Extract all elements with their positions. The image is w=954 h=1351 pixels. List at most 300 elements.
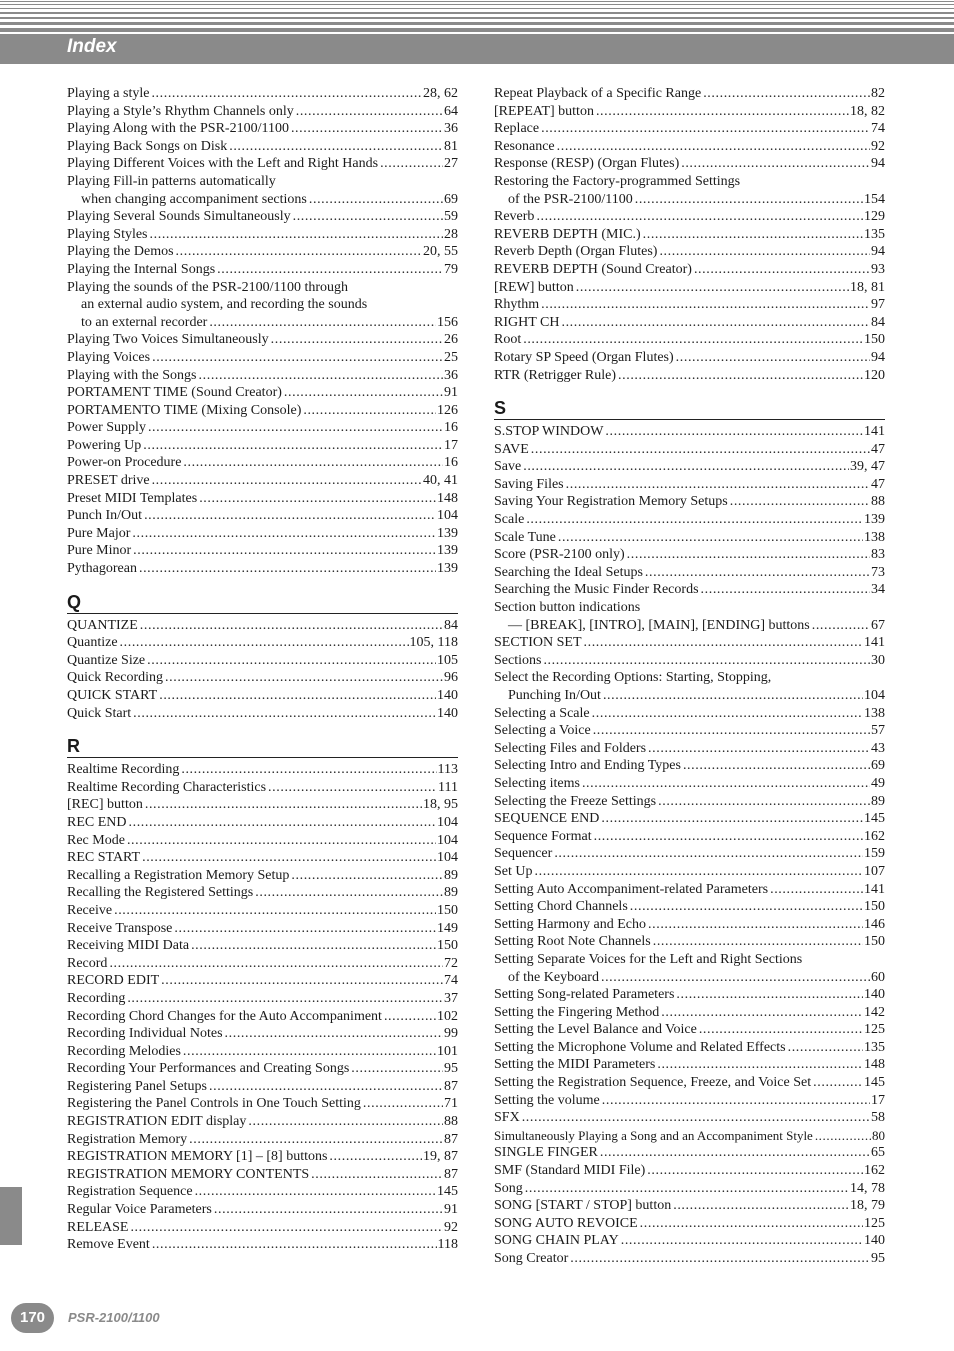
dot-leader: [694, 261, 870, 279]
index-entry-term: REVERB DEPTH (MIC.): [494, 226, 641, 242]
dot-leader: [195, 1183, 436, 1201]
index-entry-page: 40, 41: [423, 473, 458, 489]
index-entry-term: Pure Minor: [67, 543, 132, 559]
index-entry-page: 118: [437, 1237, 458, 1253]
index-entry: [67, 937, 458, 955]
index-entry-page: 126: [437, 402, 458, 418]
index-entry: [494, 652, 885, 670]
dot-leader: [271, 331, 443, 349]
index-entry-term: Searching the Ideal Setups: [494, 564, 643, 580]
index-entry-page: 120: [864, 367, 885, 383]
section-letter: R: [67, 735, 458, 758]
index-entry-term: Pythagorean: [67, 561, 137, 577]
dot-leader: [129, 814, 437, 832]
dot-leader: [561, 314, 870, 332]
index-entry-term: Section button indications: [494, 600, 641, 616]
index-entry-term: [REPEAT] button: [494, 103, 594, 119]
index-entry-page: 20, 55: [423, 244, 458, 260]
index-entry-term: Playing a Style’s Rhythm Channels only: [67, 103, 294, 119]
index-entry-page: 60: [871, 969, 885, 985]
index-entry: [494, 617, 885, 635]
index-entry: [494, 493, 885, 511]
index-entry-page: 47: [871, 441, 885, 457]
dot-leader: [199, 490, 436, 508]
dot-leader: [143, 437, 443, 455]
index-entry: [67, 1043, 458, 1061]
index-entry-page: 141: [864, 635, 885, 651]
index-entry-page: 162: [864, 828, 885, 844]
index-entry-term: Song: [494, 1180, 523, 1196]
index-entry-term: Registering Panel Setups: [67, 1078, 207, 1094]
index-entry-term: Setting Separate Voices for the Left and Right Sections: [494, 951, 803, 967]
index-entry-page: 150: [437, 902, 458, 918]
index-entry-page: 148: [864, 1057, 885, 1073]
dot-leader: [303, 402, 436, 420]
index-entry-page: 150: [864, 332, 885, 348]
index-entry-page: 83: [871, 547, 885, 563]
index-entry: [494, 423, 885, 441]
index-entry-term: Pure Major: [67, 525, 131, 541]
dot-leader: [600, 1144, 870, 1162]
dot-leader: [130, 1219, 443, 1237]
index-entry-page: 140: [864, 987, 885, 1003]
index-entry-term: Receive Transpose: [67, 920, 173, 936]
index-entry-page: 150: [864, 934, 885, 950]
index-entry: [67, 814, 458, 832]
dot-leader: [603, 687, 863, 705]
dot-leader: [161, 972, 443, 990]
dot-leader: [152, 349, 443, 367]
dot-leader: [132, 525, 436, 543]
dot-leader: [730, 493, 870, 511]
index-entry-term: REGISTRATION MEMORY [1] – [8] buttons: [67, 1149, 328, 1165]
index-entry: [67, 120, 458, 138]
index-entry-term: Playing Different Voices with the Left and Right Hands: [67, 156, 379, 172]
index-entry: [67, 155, 458, 173]
dot-leader: [523, 331, 863, 349]
index-entry: [494, 916, 885, 934]
index-entry: [494, 986, 885, 1004]
index-entry-term: Selecting Intro and Ending Types: [494, 758, 681, 774]
index-entry-term: [REW] button: [494, 279, 574, 295]
index-entry-page: 105: [437, 652, 458, 668]
index-entry: [494, 349, 885, 367]
index-entry: [67, 634, 458, 652]
index-entry-term: Simultaneously Playing a Song and an Accompaniment Style: [494, 1127, 813, 1143]
index-entry: [67, 705, 458, 723]
index-entry: [67, 1060, 458, 1078]
index-entry: [67, 472, 458, 490]
dot-leader: [255, 884, 443, 902]
index-entry-term: REGISTRATION EDIT display: [67, 1114, 247, 1130]
section-letter: S: [494, 397, 885, 420]
index-entry-term: Punching In/Out: [508, 688, 601, 703]
index-entry: [67, 402, 458, 420]
index-entry: [494, 1109, 885, 1127]
index-entry: [494, 722, 885, 740]
dot-leader: [225, 1025, 443, 1043]
index-entry: [67, 990, 458, 1008]
index-entry-page: 107: [864, 863, 885, 879]
index-entry-term: SONG AUTO REVOICE: [494, 1215, 638, 1231]
index-entry: [67, 669, 458, 687]
index-entry-page: 104: [437, 850, 458, 866]
index-entry: [494, 898, 885, 916]
index-entry-page: 84: [871, 314, 885, 330]
index-entry-page: 16: [444, 455, 458, 471]
index-entry: [67, 1166, 458, 1184]
dot-leader: [217, 261, 443, 279]
dot-leader: [127, 990, 443, 1008]
dot-leader: [813, 1074, 863, 1092]
index-entry-term: Recording Individual Notes: [67, 1026, 223, 1042]
index-entry: [494, 173, 885, 191]
index-entry-term: Recording: [67, 990, 126, 1006]
dot-leader: [605, 423, 863, 441]
index-entry: [494, 208, 885, 226]
index-entry-term: Recalling a Registration Memory Setup: [67, 867, 290, 883]
dot-leader: [176, 243, 422, 261]
index-entry-page: 94: [871, 156, 885, 172]
index-entry-term: Playing the Demos: [67, 244, 174, 260]
dot-leader: [522, 1109, 870, 1127]
index-entry-term: SMF (Standard MIDI File): [494, 1163, 646, 1179]
dot-leader: [525, 1180, 849, 1198]
index-entry-page: 92: [871, 138, 885, 154]
index-entry-term: REC END: [67, 814, 127, 830]
index-entry: [67, 761, 458, 779]
index-entry-term: Sequencer: [494, 846, 553, 862]
dot-leader: [659, 243, 870, 261]
dot-leader: [159, 687, 436, 705]
index-entry-page: 89: [871, 793, 885, 809]
index-entry-page: 25: [444, 349, 458, 365]
index-entry-page: 18, 79: [850, 1198, 885, 1214]
index-entry-page: 28, 62: [423, 86, 458, 101]
index-entry-page: 141: [864, 881, 885, 897]
index-entry-term: QUANTIZE: [67, 617, 138, 633]
index-entry-term: REVERB DEPTH (Sound Creator): [494, 261, 692, 277]
index-entry: [67, 261, 458, 279]
dot-leader: [645, 564, 870, 582]
index-entry-term: Playing the Internal Songs: [67, 261, 216, 277]
index-entry: [67, 1236, 458, 1254]
index-entry-term: Quantize: [67, 635, 118, 651]
dot-leader: [647, 1162, 863, 1180]
index-entry: [494, 951, 885, 969]
dot-leader: [114, 902, 436, 920]
index-entry: [67, 103, 458, 121]
index-entry: [494, 793, 885, 811]
index-entry-term: Playing with the Songs: [67, 367, 197, 383]
index-entry-term: PORTAMENTO TIME (Mixing Console): [67, 402, 302, 418]
index-entry: [67, 507, 458, 525]
index-entry-term: REC START: [67, 850, 141, 866]
index-entry-term: Quantize Size: [67, 652, 146, 668]
index-entry: [494, 1162, 885, 1180]
dot-leader: [120, 634, 409, 652]
index-entry-page: 139: [437, 525, 458, 541]
index-entry-page: 125: [864, 1022, 885, 1038]
dot-leader: [576, 279, 849, 297]
dot-leader: [593, 722, 870, 740]
dot-leader: [199, 367, 443, 385]
index-entry: [67, 419, 458, 437]
index-entry: [67, 796, 458, 814]
index-entry: [494, 1127, 885, 1145]
index-entry-term: Select the Recording Options: Starting, Stopping,: [494, 670, 772, 686]
dot-leader: [523, 458, 849, 476]
index-entry-page: 74: [444, 973, 458, 989]
index-entry: [494, 1180, 885, 1198]
header-bar: [0, 34, 954, 64]
index-entry-term: Playing Voices: [67, 349, 151, 365]
index-entry-page: 125: [864, 1215, 885, 1231]
index-entry-term: to an external recorder: [81, 314, 208, 330]
index-entry: [494, 1021, 885, 1039]
index-entry-page: 82: [871, 86, 885, 101]
dot-leader: [109, 955, 443, 973]
index-entry-page: 65: [871, 1145, 885, 1161]
index-entry: [67, 902, 458, 920]
dot-leader: [535, 863, 864, 881]
index-entry-page: 162: [864, 1163, 885, 1179]
index-entry-term: Receiving MIDI Data: [67, 938, 190, 954]
index-entry: [67, 138, 458, 156]
index-entry-page: 99: [444, 1026, 458, 1042]
index-entry: [494, 331, 885, 349]
index-entry-term: Setting the Level Balance and Voice: [494, 1022, 697, 1038]
dot-leader: [291, 120, 443, 138]
index-entry: [67, 331, 458, 349]
index-entry: [494, 279, 885, 297]
index-entry-page: 145: [864, 1075, 885, 1091]
index-entry-term: Registering the Panel Controls in One Touch Setting: [67, 1096, 361, 1112]
dot-leader: [183, 1043, 436, 1061]
dot-leader: [536, 208, 863, 226]
dot-leader: [148, 419, 443, 437]
dot-leader: [133, 705, 436, 723]
index-entry: [494, 775, 885, 793]
index-entry: [67, 490, 458, 508]
dot-leader: [543, 652, 870, 670]
index-entry: [67, 542, 458, 560]
index-entry-page: 104: [437, 814, 458, 830]
dot-leader: [653, 933, 863, 951]
dot-leader: [770, 881, 863, 899]
dot-leader: [648, 740, 870, 758]
index-entry: [67, 832, 458, 850]
index-entry-page: 89: [444, 867, 458, 883]
index-entry-page: 84: [444, 617, 458, 633]
index-entry: [494, 296, 885, 314]
index-entry-page: 139: [437, 561, 458, 577]
index-entry: [67, 560, 458, 578]
index-entry: [494, 529, 885, 547]
dot-leader: [309, 191, 443, 209]
index-entry: [494, 1232, 885, 1250]
index-entry: [67, 279, 458, 297]
dot-leader: [643, 226, 863, 244]
index-entry: [494, 546, 885, 564]
dot-leader: [596, 103, 849, 121]
dot-leader: [788, 1039, 863, 1057]
dot-leader: [291, 867, 443, 885]
index-entry-page: 135: [864, 1039, 885, 1055]
index-entry-term: Selecting a Voice: [494, 723, 591, 739]
index-entry-term: Recording Chord Changes for the Auto Accompaniment: [67, 1008, 382, 1024]
index-entry-page: 87: [444, 1131, 458, 1147]
index-entry-term: Score (PSR-2100 only): [494, 547, 625, 563]
index-entry-term: Root: [494, 332, 522, 348]
index-entry-term: Repeat Playback of a Specific Range: [494, 86, 702, 101]
index-entry-page: 140: [437, 688, 458, 703]
index-entry-term: Quick Recording: [67, 670, 164, 686]
index-entry-page: 138: [864, 529, 885, 545]
index-entry-term: SINGLE FINGER: [494, 1145, 598, 1161]
index-entry-page: 14, 78: [850, 1180, 885, 1196]
index-entry: [494, 757, 885, 775]
dot-leader: [558, 529, 863, 547]
index-entry-page: 105, 118: [409, 635, 458, 651]
index-entry-term: SONG [START / STOP] button: [494, 1198, 672, 1214]
index-entry-term: Searching the Music Finder Records: [494, 582, 699, 598]
index-entry: [494, 314, 885, 332]
index-entry: [67, 384, 458, 402]
index-entry: [494, 1056, 885, 1074]
dot-leader: [229, 138, 443, 156]
index-entry-page: 17: [444, 437, 458, 453]
index-entry-term: Power Supply: [67, 420, 146, 436]
dot-leader: [630, 898, 863, 916]
index-entry-term: S.STOP WINDOW: [494, 424, 604, 440]
index-entry: [67, 1219, 458, 1237]
index-entry-term: Reverb: [494, 209, 535, 225]
index-entry: [494, 138, 885, 156]
dot-leader: [191, 937, 436, 955]
dot-leader: [635, 191, 863, 209]
index-entry: [494, 103, 885, 121]
index-entry-page: 43: [871, 740, 885, 756]
index-entry-term: Saving Files: [494, 476, 564, 492]
index-entry: [67, 1148, 458, 1166]
index-entry: [494, 740, 885, 758]
index-entry-term: Setting Root Note Channels: [494, 934, 651, 950]
dot-leader: [673, 1197, 849, 1215]
dot-leader: [139, 560, 436, 578]
index-entry-term: of the Keyboard: [508, 969, 599, 985]
index-entry-term: Remove Event: [67, 1237, 150, 1253]
index-entry-page: 74: [871, 121, 885, 137]
dot-leader: [147, 652, 436, 670]
index-entry-page: 95: [444, 1061, 458, 1077]
index-entry-page: 138: [864, 705, 885, 721]
dot-leader: [602, 1092, 870, 1110]
index-entry-term: Playing a style: [67, 86, 150, 101]
index-entry-page: 149: [437, 920, 458, 936]
index-entry-term: Playing Two Voices Simultaneously: [67, 332, 269, 348]
index-entry-page: 36: [444, 367, 458, 383]
dot-leader: [812, 617, 870, 635]
dot-leader: [592, 705, 863, 723]
index-entry-term: Saving Your Registration Memory Setups: [494, 494, 728, 510]
index-entry-page: 129: [864, 209, 885, 225]
dot-leader: [311, 1166, 443, 1184]
index-entry: [67, 208, 458, 226]
index-entry-term: Set Up: [494, 863, 533, 879]
index-entry-page: 95: [871, 1251, 885, 1266]
index-entry: [494, 458, 885, 476]
index-entry-page: 102: [437, 1008, 458, 1024]
index-entry-page: 49: [871, 775, 885, 791]
index-entry-page: 159: [864, 846, 885, 862]
index-entry-term: SECTION SET: [494, 635, 582, 651]
index-entry-term: Registration Sequence: [67, 1184, 193, 1200]
index-entry-page: 146: [864, 916, 885, 932]
dot-leader: [570, 1250, 870, 1268]
index-entry-term: Song Creator: [494, 1251, 569, 1266]
index-entry-page: 73: [871, 564, 885, 580]
dot-leader: [526, 511, 863, 529]
index-entry-page: 91: [444, 385, 458, 401]
index-entry-page: 16: [444, 420, 458, 436]
index-entry-term: Setting the MIDI Parameters: [494, 1057, 656, 1073]
dot-leader: [351, 1060, 443, 1078]
index-entry-page: 27: [444, 156, 458, 172]
index-entry-term: [REC] button: [67, 797, 143, 813]
index-entry-page: 104: [437, 508, 458, 524]
index-entry: [494, 120, 885, 138]
section-letter: Q: [67, 591, 458, 614]
index-entry: [494, 828, 885, 846]
index-entry-term: Recording Your Performances and Creating Songs: [67, 1061, 350, 1077]
index-entry-page: 87: [444, 1078, 458, 1094]
index-entry-page: 72: [444, 955, 458, 971]
index-column-left: [67, 85, 458, 1254]
index-entry: [494, 969, 885, 987]
index-entry-term: REGISTRATION MEMORY CONTENTS: [67, 1166, 310, 1182]
index-entry-page: 34: [871, 582, 885, 598]
dot-leader: [699, 1021, 863, 1039]
index-entry-term: RECORD EDIT: [67, 973, 160, 989]
dot-leader: [621, 1232, 863, 1250]
dot-leader: [566, 476, 870, 494]
index-entry-term: Playing Fill-in patterns automatically: [67, 173, 276, 189]
index-entry-page: 36: [444, 121, 458, 137]
index-entry-term: Setting Harmony and Echo: [494, 916, 647, 932]
index-entry: [494, 226, 885, 244]
dot-leader: [601, 810, 863, 828]
index-column-right: [494, 85, 885, 1268]
index-entry-page: 26: [444, 332, 458, 348]
index-entry-page: 93: [871, 261, 885, 277]
index-entry: [494, 155, 885, 173]
dot-leader: [557, 138, 870, 156]
index-entry-term: SONG CHAIN PLAY: [494, 1233, 619, 1249]
index-entry-term: Realtime Recording Characteristics: [67, 779, 267, 795]
index-entry: [494, 441, 885, 459]
dot-leader: [541, 120, 870, 138]
index-entry-term: Selecting a Scale: [494, 705, 590, 721]
index-entry: [494, 687, 885, 705]
dot-leader: [384, 1008, 436, 1026]
dot-leader: [127, 832, 436, 850]
index-entry: [67, 296, 458, 314]
dot-leader: [531, 441, 870, 459]
index-entry-term: Registration Memory: [67, 1131, 188, 1147]
index-entry-term: Record: [67, 955, 108, 971]
index-entry: [67, 1095, 458, 1113]
